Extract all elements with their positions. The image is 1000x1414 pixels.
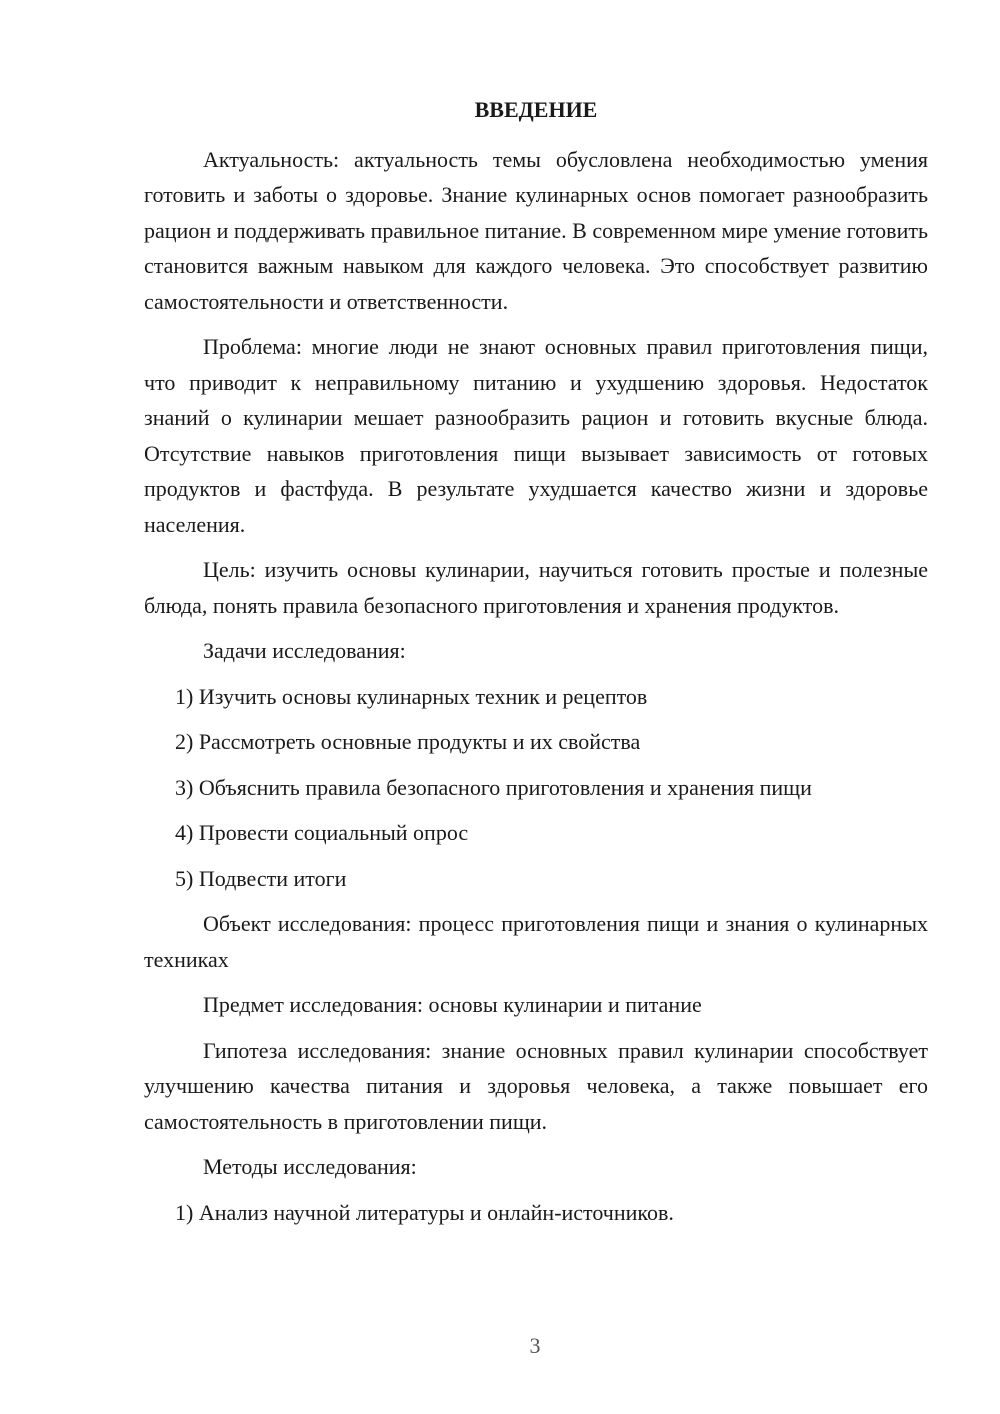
document-page: [144, 92, 928, 1240]
task-item: 4) Провести социальный опрос: [175, 820, 469, 845]
object-paragraph: Объект исследования: процесс приготовления пищи и знания о кулинарных техниках: [144, 911, 928, 972]
hypothesis-paragraph: Гипотеза исследования: знание основных правил кулинарии способствует улучшению качества питания и здоровья человека, а также повышает его самостоятельность в приготовлении пищи.: [144, 1037, 928, 1134]
relevance-paragraph: Актуальность: актуальность темы обусловлена необходимостью умения готовить и заботы о здоровье. Знание кулинарных основ помогает разнообразить рацион и поддерживать правильное питание. В современном мире умение готовить становится важным навыком для каждого человека. Это способствует развитию самостоятельности и ответственности.: [144, 146, 928, 314]
task-item: 3) Объяснить правила безопасного приготовления и хранения пищи: [175, 774, 812, 800]
task-item: 5) Подвести итоги: [175, 865, 347, 891]
tasks-heading: Задачи исследования:: [203, 638, 406, 663]
subject-paragraph: Предмет исследования: основы кулинарии и питание: [203, 992, 702, 1017]
task-item: 1) Изучить основы кулинарных техник и рецептов: [175, 683, 648, 709]
methods-heading: Методы исследования:: [203, 1154, 417, 1179]
page-number: 3: [529, 1333, 541, 1358]
goal-paragraph: Цель: изучить основы кулинарии, научиться готовить простые и полезные блюда, понять правила безопасного приготовления и хранения продуктов.: [144, 557, 928, 618]
task-item: 2) Рассмотреть основные продукты и их свойства: [175, 729, 641, 754]
method-item: 1) Анализ научной литературы и онлайн-источников.: [175, 1199, 674, 1225]
section-title: ВВЕДЕНИЕ: [474, 97, 598, 122]
problem-paragraph: Проблема: многие люди не знают основных правил приготовления пищи, что приводит к неправильному питанию и ухудшению здоровья. Недостаток знаний о кулинарии мешает разнообразить рацион и готовить вкусные блюда. Отсутствие навыков приготовления пищи вызывает зависимость от готовых продуктов и фастфуда. В результате ухудшается качество жизни и здоровье населения.: [144, 334, 928, 537]
